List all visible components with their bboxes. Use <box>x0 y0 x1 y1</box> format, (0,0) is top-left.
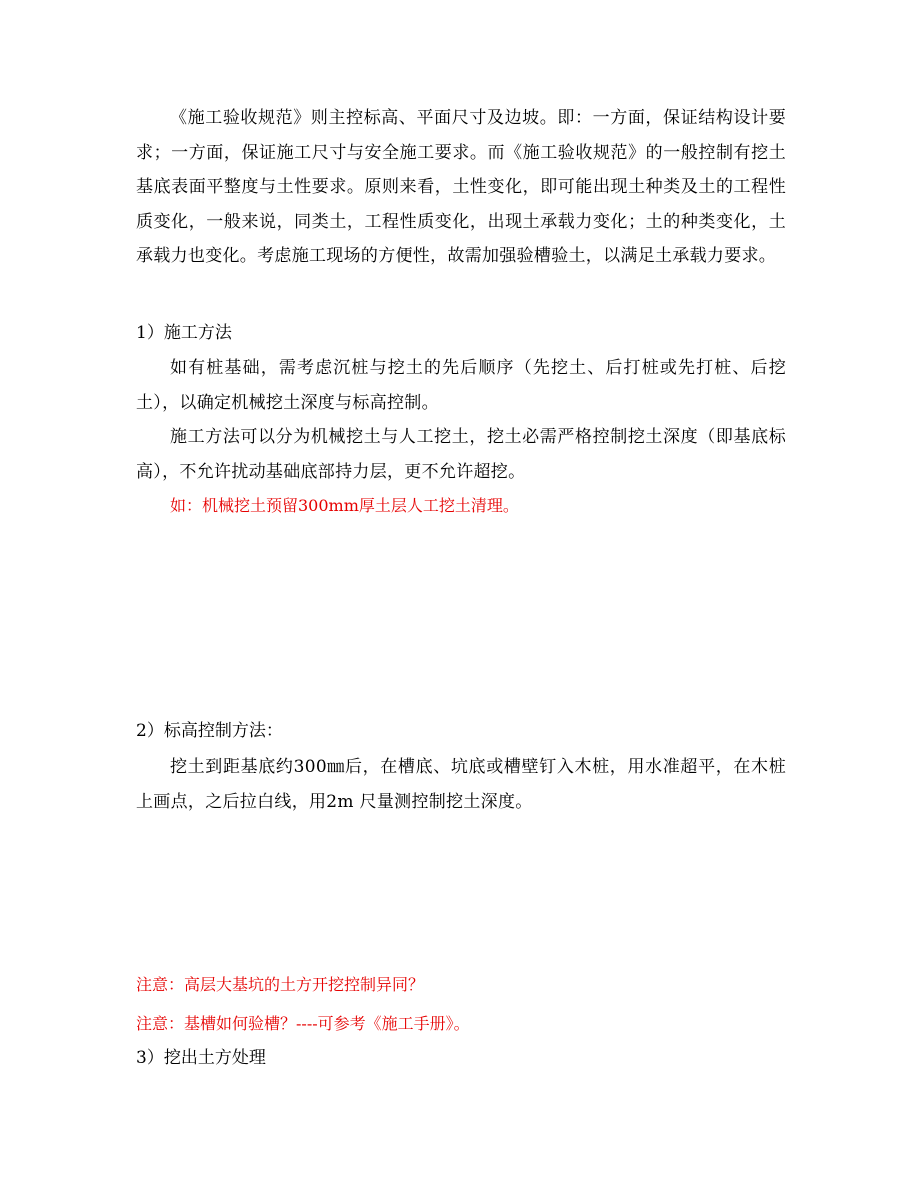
heading-excavated-soil-handling: 3）挖出土方处理 <box>136 1048 266 1068</box>
note-high-rise-pit: 注意：高层大基坑的土方开挖控制异同？ <box>136 975 425 994</box>
paragraph-elevation-control: 挖土到距基底约300㎜后，在槽底、坑底或槽壁钉入木桩，用水准超平，在木桩上画点，之后拉白线，用2m 尺量测控制挖土深度。 <box>136 757 786 812</box>
paragraph-pile-foundation: 如有桩基础，需考虑沉桩与挖土的先后顺序（先挖土、后打桩或先打桩、后挖土），以确定机械挖土深度与标高控制。 <box>136 358 786 413</box>
paragraph-excavation-method: 施工方法可以分为机械挖土与人工挖土，挖土必需严格控制挖土深度（即基底标高），不允许扰动基础底部持力层，更不允许超挖。 <box>136 427 786 482</box>
note-trench-inspection: 注意：基槽如何验槽？----可参考《施工手册》。 <box>136 1014 470 1033</box>
heading-elevation-control: 2）标高控制方法： <box>136 721 283 741</box>
note-reserved-soil-layer: 如：机械挖土预留300mm厚土层人工挖土清理。 <box>170 496 519 515</box>
heading-construction-method: 1）施工方法 <box>136 323 232 343</box>
paragraph-acceptance-spec: 《施工验收规范》则主控标高、平面尺寸及边坡。即：一方面，保证结构设计要求；一方面，保证施工尺寸与安全施工要求。而《施工验收规范》的一般控制有挖土基底表面平整度与土性要求。原则来看，土性变化，即可能出现土种类及土的工程性质变化，一般来说，同类土，工程性质变化，出现土承载力变化；土的种类变化，土承载力也变化。考虑施工现场的方便性，故需加强验槽验土，以满足土承载力要求。 <box>136 108 786 266</box>
